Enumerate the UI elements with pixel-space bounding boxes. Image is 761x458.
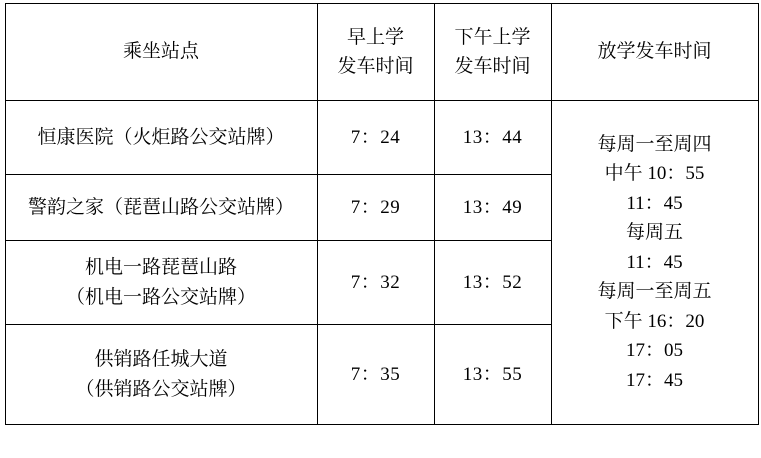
table-header-row bbox=[5, 4, 758, 101]
bus-schedule-table bbox=[5, 3, 759, 425]
row-2-afternoon-time: 13：49 bbox=[434, 175, 551, 241]
dismissal-line-1: 每周一至周四 bbox=[597, 134, 712, 156]
row-3-stop bbox=[5, 241, 317, 325]
row-3-stop-line1: 机电一路琵琶山路 bbox=[84, 257, 237, 279]
header-afternoon-line2: 发车时间 bbox=[454, 56, 531, 77]
row-4-stop bbox=[5, 325, 317, 425]
header-morning bbox=[317, 4, 434, 101]
row-3-morning-time: 7：32 bbox=[317, 241, 434, 325]
row-1-morning-time: 7：24 bbox=[317, 101, 434, 175]
header-morning-line2: 发车时间 bbox=[337, 56, 414, 77]
dismissal-line-5: 11：45 bbox=[626, 251, 683, 273]
row-2-stop bbox=[5, 175, 317, 241]
dismissal-line-3: 11：45 bbox=[626, 192, 683, 214]
table-row bbox=[5, 101, 758, 175]
row-3-stop-line2: （机电一路公交站牌） bbox=[65, 286, 256, 308]
row-4-stop-line2: （供销路公交站牌） bbox=[75, 378, 247, 400]
header-afternoon-line1: 下午上学 bbox=[454, 26, 531, 48]
header-morning-line1: 早上学 bbox=[346, 26, 404, 48]
dismissal-line-2: 中午 10：55 bbox=[604, 163, 705, 185]
row-2-stop-line1: 警韵之家（琵琶山路公交站牌） bbox=[27, 196, 294, 218]
dismissal-line-7: 下午 16：20 bbox=[604, 310, 705, 332]
row-1-stop bbox=[5, 101, 317, 175]
header-stop: 乘坐站点 bbox=[5, 4, 317, 101]
row-3-afternoon-time: 13：52 bbox=[434, 241, 551, 325]
dismissal-line-9: 17：45 bbox=[625, 369, 683, 391]
row-4-morning-time: 7：35 bbox=[317, 325, 434, 425]
dismissal-times-cell bbox=[551, 101, 758, 425]
dismissal-line-4: 每周五 bbox=[625, 222, 683, 244]
row-1-stop-line1: 恒康医院（火炬路公交站牌） bbox=[37, 126, 285, 148]
dismissal-line-8: 17：05 bbox=[625, 340, 683, 362]
header-dismissal: 放学发车时间 bbox=[551, 4, 758, 101]
row-1-afternoon-time: 13：44 bbox=[434, 101, 551, 175]
row-4-afternoon-time: 13：55 bbox=[434, 325, 551, 425]
row-4-stop-line1: 供销路任城大道 bbox=[94, 349, 228, 371]
row-2-morning-time: 7：29 bbox=[317, 175, 434, 241]
header-afternoon bbox=[434, 4, 551, 101]
dismissal-line-6: 每周一至周五 bbox=[597, 281, 712, 303]
